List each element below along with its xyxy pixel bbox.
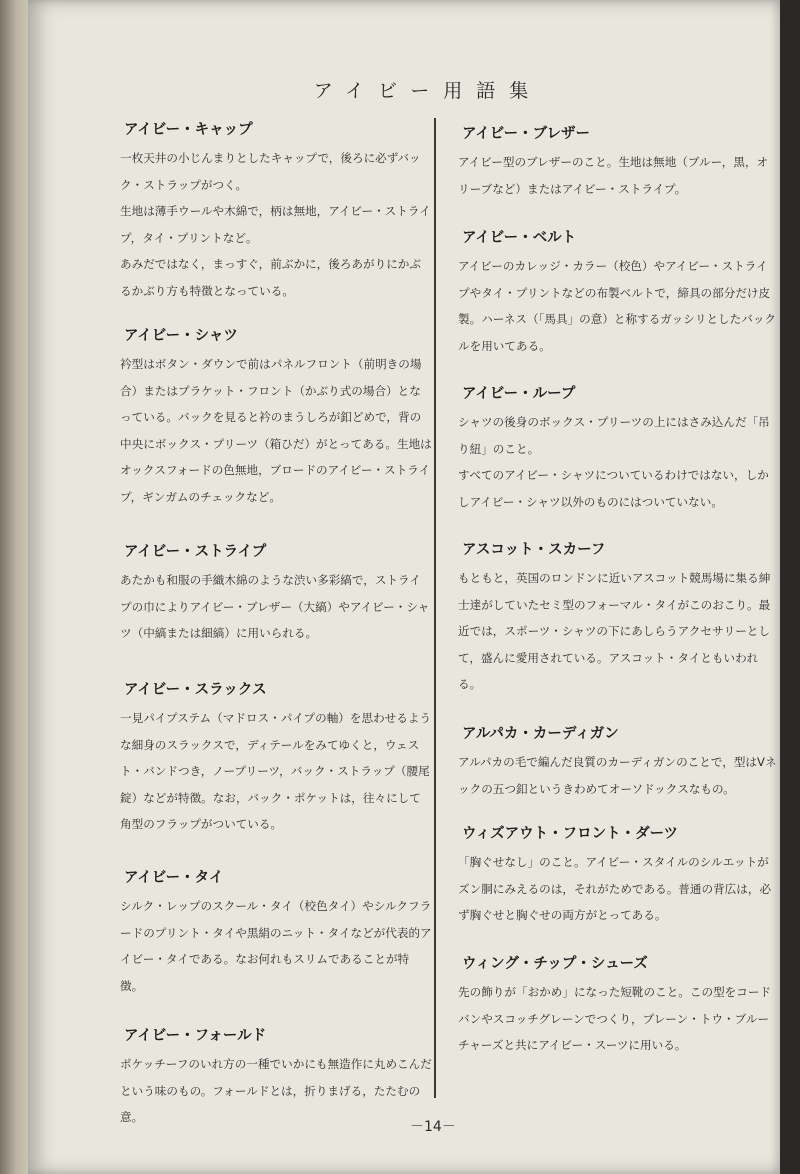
definition-paragraph: 一枚天井の小じんまりとしたキャップで，後ろに必ずバック・ストラップがつく。: [120, 151, 421, 192]
definition-paragraph: あみだではなく，まっすぐ，前ぶかに，後ろあがりにかぶるかぶり方も特徴となっている。: [120, 257, 421, 298]
glossary-entry: [120, 678, 432, 838]
glossary-entry: [120, 118, 432, 304]
entry-definition: [120, 351, 432, 510]
definition-paragraph: 先の飾りが「おかめ」になった短靴のこと。この型をコードバンやスコッチグレーンでつくり，プレーン・トウ・ブルーチャーズと共にアイビー・スーツに用いる。: [458, 985, 772, 1052]
entry-term: アイビー・ベルト: [462, 230, 577, 246]
definition-paragraph: もともと，英国のロンドンに近いアスコット競馬場に集る紳士達がしていたセミ型のフォーマル・タイがこのおこり。最近では，スポーツ・シャツの下にあしらうアクセサリーとして，盛んに愛用されている。アスコット・タイともいわれる。: [458, 571, 771, 691]
glossary-entry: [458, 382, 778, 515]
entry-definition: [120, 145, 432, 304]
entry-definition: [120, 893, 432, 999]
glossary-entry: [458, 226, 778, 359]
definition-paragraph: 生地は薄手ウールや木綿で，柄は無地，アイビー・ストライプ，タイ・プリントなど。: [120, 204, 431, 245]
entry-term: アイビー・ループ: [462, 386, 576, 402]
entry-term: アスコット・スカーフ: [462, 542, 606, 558]
definition-paragraph: アルパカの毛で編んだ良質のカーディガンのことで，型はVネックの五つ釦というきわめてオーソドックスなもの。: [458, 755, 777, 796]
page-title: アイビー用語集: [313, 80, 543, 102]
entry-definition: [458, 849, 778, 929]
glossary-entry: [120, 540, 432, 647]
entry-term: アイビー・ストライプ: [124, 544, 267, 560]
entry-definition: [458, 979, 778, 1059]
entry-term: アイビー・フォールド: [124, 1028, 267, 1044]
entry-term: ウィング・チップ・シューズ: [462, 956, 648, 972]
glossary-entry: [458, 538, 778, 698]
definition-paragraph: シャツの後身のボックス・プリーツの上にはさみ込んだ「吊り紐」のこと。: [458, 415, 770, 456]
glossary-entry: [120, 1024, 432, 1131]
glossary-entry: [458, 952, 778, 1059]
glossary-entry: [458, 722, 778, 802]
definition-paragraph: アイビー型のブレザーのこと。生地は無地（ブルー，黒，オリーブなど）またはアイビー・ストライプ。: [458, 155, 769, 196]
glossary-entry: [458, 822, 778, 929]
entry-definition: [120, 1051, 432, 1131]
entry-term: アイビー・スラックス: [124, 682, 267, 698]
entry-term: アルパカ・カーディガン: [462, 726, 619, 742]
definition-paragraph: 一見パイプステム（マドロス・パイプの軸）を思わせるような細身のスラックスで，ディテールをみてゆくと，ウェスト・バンドつき，ノープリーツ，バック・ストラップ（腰尾錠）などが特徴。なお，バック・ポケットは，往々にして角型のフラップがついている。: [120, 711, 432, 831]
entry-definition: [120, 705, 432, 838]
definition-paragraph: ポケッチーフのいれ方の一種でいかにも無造作に丸めこんだという味のもの。フォールドとは，折りまげる，たたむの意。: [120, 1057, 432, 1124]
definition-paragraph: 衿型はボタン・ダウンで前はパネルフロント（前明きの場合）またはプラケット・フロント（かぶり式の場合）となっている。バックを見ると衿のまうしろが釦どめで，背の中央にボックス・プリーツ（箱ひだ）がとってある。生地はオックスフォードの色無地，ブロードのアイビー・ストライプ，ギンガムのチェックなど。: [120, 357, 432, 504]
column-divider: [434, 118, 436, 1098]
definition-paragraph: あたかも和服の手織木綿のような渋い多彩縞で，ストライプの巾によりアイビー・ブレザー（大縞）やアイビー・シャツ（中縞または細縞）に用いられる。: [120, 573, 430, 640]
entry-term: アイビー・ブレザー: [462, 126, 591, 142]
entry-term: アイビー・キャップ: [124, 122, 253, 138]
entry-definition: [458, 749, 778, 802]
page-number: －14－: [410, 1119, 456, 1135]
entry-definition: [458, 409, 778, 515]
entry-definition: [120, 567, 432, 647]
definition-paragraph: アイビーのカレッジ・カラー（校色）やアイビー・ストライプやタイ・プリントなどの布製ベルトで，締具の部分だけ皮製。ハーネス（「馬具」の意）と称するガッシリとしたバックルを用いてある。: [458, 259, 777, 353]
entry-term: アイビー・シャツ: [124, 328, 238, 344]
entry-term: アイビー・タイ: [124, 870, 224, 886]
definition-paragraph: 「胸ぐせなし」のこと。アイビー・スタイルのシルエットがズン胴にみえるのは，それがためである。普通の背広は，必ず胸ぐせと胸ぐせの両方がとってある。: [458, 855, 772, 922]
definition-paragraph: シルク・レップのスクール・タイ（校色タイ）やシルクフラードのプリント・タイや黒絹のニット・タイなどが代表的アイビー・タイである。なお何れもスリムであることが特徴。: [120, 899, 432, 993]
definition-paragraph: すべてのアイビー・シャツについているわけではない，しかしアイビー・シャツ以外のものにはついていない。: [458, 468, 769, 509]
entry-term: ウィズアウト・フロント・ダーツ: [462, 826, 679, 842]
entry-definition: [458, 253, 778, 359]
glossary-entry: [458, 122, 778, 202]
entry-definition: [458, 565, 778, 698]
book-page: [28, 0, 780, 1174]
entry-definition: [458, 149, 778, 202]
glossary-entry: [120, 324, 432, 510]
glossary-entry: [120, 866, 432, 999]
